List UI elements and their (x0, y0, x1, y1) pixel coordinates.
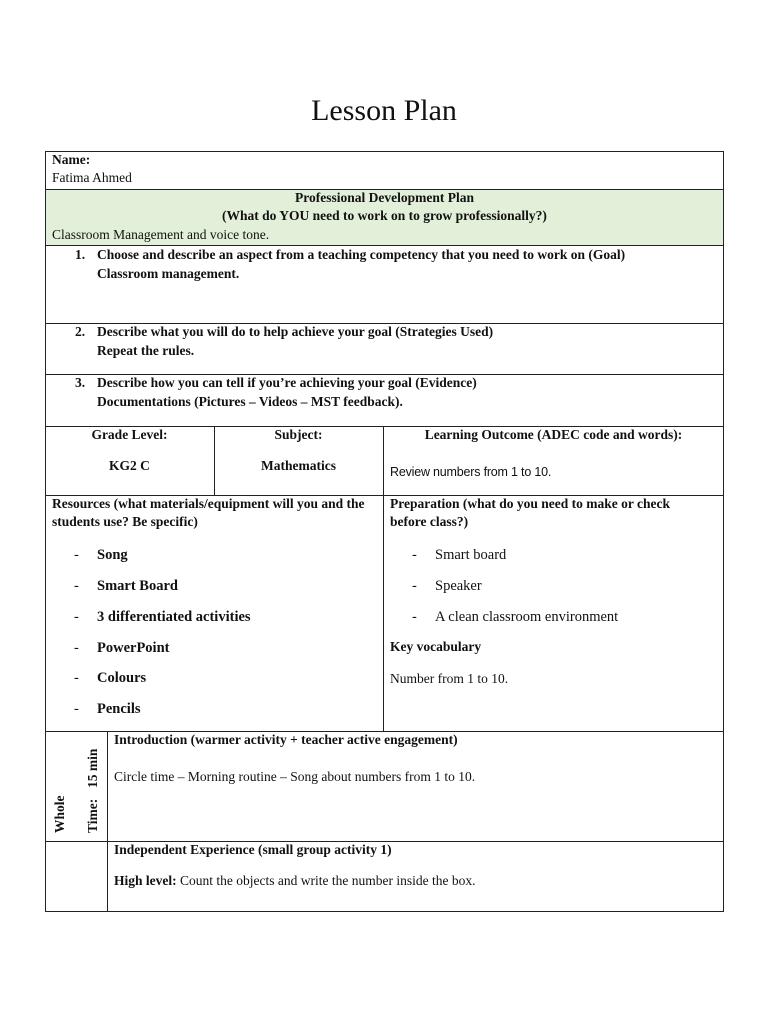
list-bullet: - (74, 670, 79, 686)
goal-number: 1. (75, 247, 86, 262)
list-bullet: - (412, 578, 417, 594)
list-bullet: - (412, 609, 417, 625)
preparation-heading: Preparation (what do you need to make or check (390, 496, 670, 511)
list-item: A clean classroom environment (435, 609, 619, 625)
preparation-heading-cont: before class?) (390, 514, 469, 529)
introduction-text: Circle time – Morning routine – Song about numbers from 1 to 10. (114, 769, 476, 784)
subject-value: Mathematics (261, 458, 336, 473)
list-bullet: - (74, 547, 79, 563)
time-value: 15 min (85, 748, 100, 788)
independent-heading: Independent Experience (small group activity 1) (114, 842, 392, 857)
goal-number: 3. (75, 375, 86, 390)
pd-plan-subheading: (What do YOU need to work on to grow professionally?) (222, 208, 547, 223)
learning-outcome-label: Learning Outcome (ADEC code and words): (424, 427, 683, 442)
high-level-text: Count the objects and write the number inside the box. (180, 873, 476, 888)
name-value: Fatima Ahmed (52, 170, 132, 185)
grade-level-value: KG2 C (109, 458, 150, 473)
name-label: Name: (52, 152, 91, 167)
column-divider (383, 426, 384, 732)
subject-label: Subject: (274, 427, 323, 442)
list-item: PowerPoint (97, 640, 170, 656)
list-bullet: - (74, 578, 79, 594)
resources-heading-cont: students use? Be specific) (52, 514, 198, 529)
page-title: Lesson Plan (311, 94, 457, 127)
high-level-label: High level: (114, 873, 177, 888)
goal-answer: Classroom management. (97, 266, 240, 281)
learning-outcome-value: Review numbers from 1 to 10. (390, 465, 552, 479)
goal-answer: Repeat the rules. (97, 343, 195, 358)
resources-heading: Resources (what materials/equipment will you and the (52, 496, 365, 511)
pd-plan-value: Classroom Management and voice tone. (52, 227, 270, 242)
list-item: Smart board (435, 547, 507, 563)
list-item: Pencils (97, 701, 141, 717)
list-bullet: - (74, 640, 79, 656)
goal-question: Choose and describe an aspect from a teaching competency that you need to work on (Goal) (97, 247, 626, 262)
list-bullet: - (412, 547, 417, 563)
key-vocabulary-value: Number from 1 to 10. (390, 671, 509, 686)
whole-label: Whole (52, 795, 67, 833)
time-label: Time: (85, 798, 100, 833)
list-bullet: - (74, 609, 79, 625)
list-item: Smart Board (97, 578, 178, 594)
list-item: 3 differentiated activities (97, 609, 251, 625)
list-bullet: - (74, 701, 79, 717)
goal-answer: Documentations (Pictures – Videos – MST feedback). (97, 394, 403, 409)
high-level-line (114, 872, 475, 890)
goal-question: Describe how you can tell if you’re achieving your goal (Evidence) (97, 375, 477, 390)
goal-question: Describe what you will do to help achieve your goal (Strategies Used) (97, 324, 494, 339)
list-item: Speaker (435, 578, 482, 594)
pd-plan-heading: Professional Development Plan (295, 190, 474, 205)
list-item: Song (97, 547, 128, 563)
goal-number: 2. (75, 324, 86, 339)
key-vocabulary-label: Key vocabulary (390, 639, 482, 654)
list-item: Colours (97, 670, 147, 686)
grade-level-label: Grade Level: (91, 427, 168, 442)
introduction-heading: Introduction (warmer activity + teacher active engagement) (114, 732, 458, 747)
